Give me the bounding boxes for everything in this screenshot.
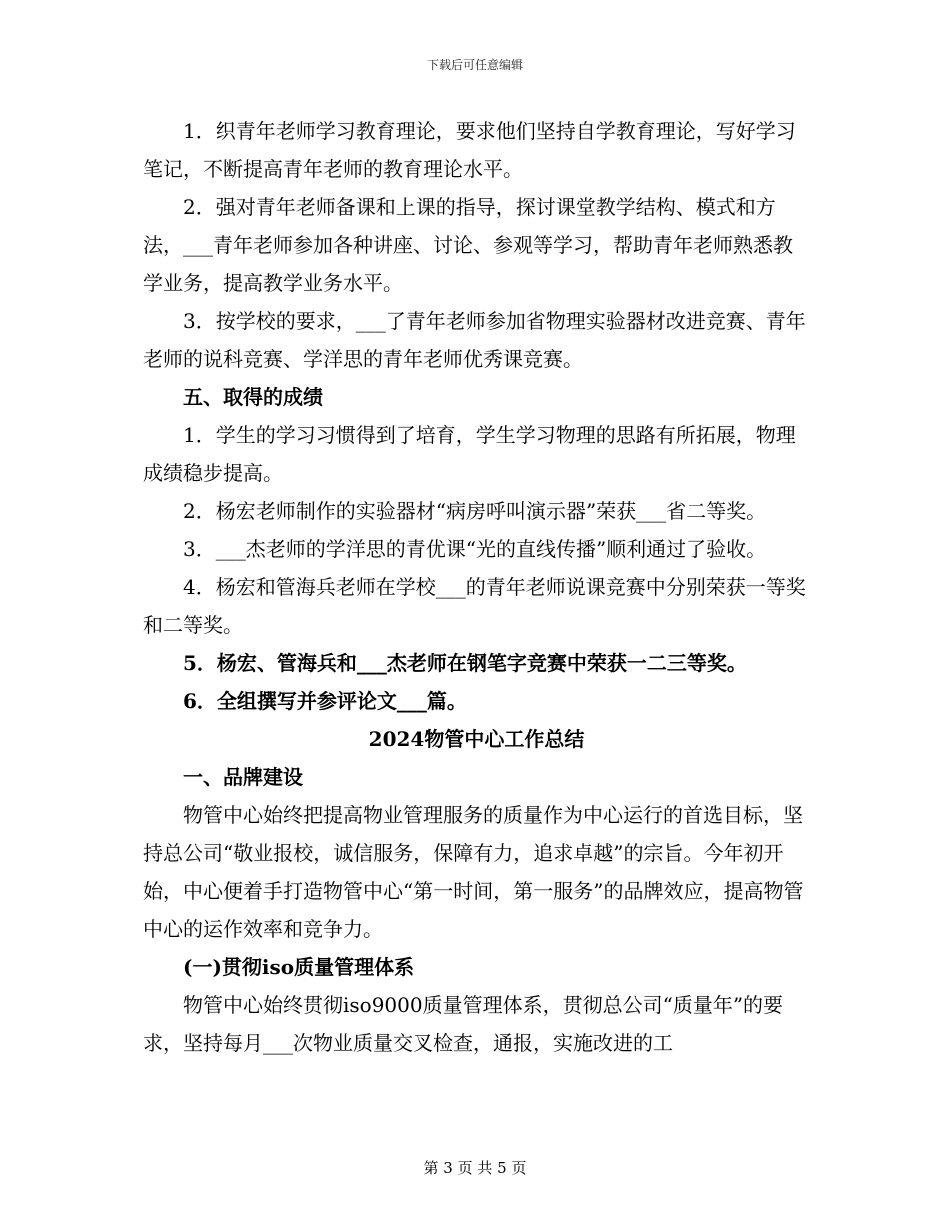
subsection-heading-iso: (一)贯彻iso质量管理体系 — [183, 955, 415, 979]
paragraph-7: 4．杨宏和管海兵老师在学校___的青年老师说课竞赛中分别荣获一等奖和二等奖。 — [143, 575, 806, 637]
paragraph-6: 3．___杰老师的学洋思的青优课“光的直线传播”顺利通过了验收。 — [183, 537, 767, 561]
paragraph-1: 1．织青年老师学习教育理论，要求他们坚持自学教育理论，写好学习笔记，不断提高青年老师的教育理论水平。 — [143, 119, 796, 181]
section-heading-achievements: 五、取得的成绩 — [183, 385, 323, 409]
paragraph-8: 5．杨宏、管海兵和___杰老师在钢笔字竞赛中荣获一二三等奖。 — [183, 651, 747, 675]
paragraph-5: 2．杨宏老师制作的实验器材“病房呼叫演示器”荣获___省二等奖。 — [183, 499, 767, 523]
document-title: 2024物管中心工作总结 — [368, 727, 585, 751]
page-footer: 第 3 页 共 5 页 — [423, 1159, 527, 1177]
paragraph-3: 3．按学校的要求，___了青年老师参加省物理实验器材改进竞赛、青年老师的说科竞赛、学洋思的青年老师优秀课竞赛。 — [143, 309, 806, 371]
page-header: 下载后可任意编辑 — [426, 58, 523, 72]
paragraph-2: 2．强对青年老师备课和上课的指导，探讨课堂教学结构、模式和方法，___青年老师参加各种讲座、讨论、参观等学习，帮助青年老师熟悉教学业务，提高教学业务水平。 — [143, 195, 793, 295]
document-body — [143, 112, 810, 1062]
paragraph-11: 物管中心始终贯彻iso9000质量管理体系，贯彻总公司“质量年”的要求，坚持每月___次物业质量交叉检查，通报，实施改进的工 — [143, 993, 784, 1055]
paragraph-4: 1．学生的学习习惯得到了培育，学生学习物理的思路有所拓展，物理成绩稳步提高。 — [143, 423, 796, 485]
paragraph-9: 6．全组撰写并参评论文___篇。 — [183, 689, 467, 713]
paragraph-10: 物管中心始终把提高物业管理服务的质量作为中心运行的首选目标，坚持总公司“敬业报校，诚信服务，保障有力，追求卓越”的宗旨。今年初开始，中心便着手打造物管中心“第一时间，第一服务”的品牌效应，提高物管中心的运作效率和竞争力。 — [143, 803, 804, 941]
section-heading-brand: 一、品牌建设 — [183, 765, 303, 789]
